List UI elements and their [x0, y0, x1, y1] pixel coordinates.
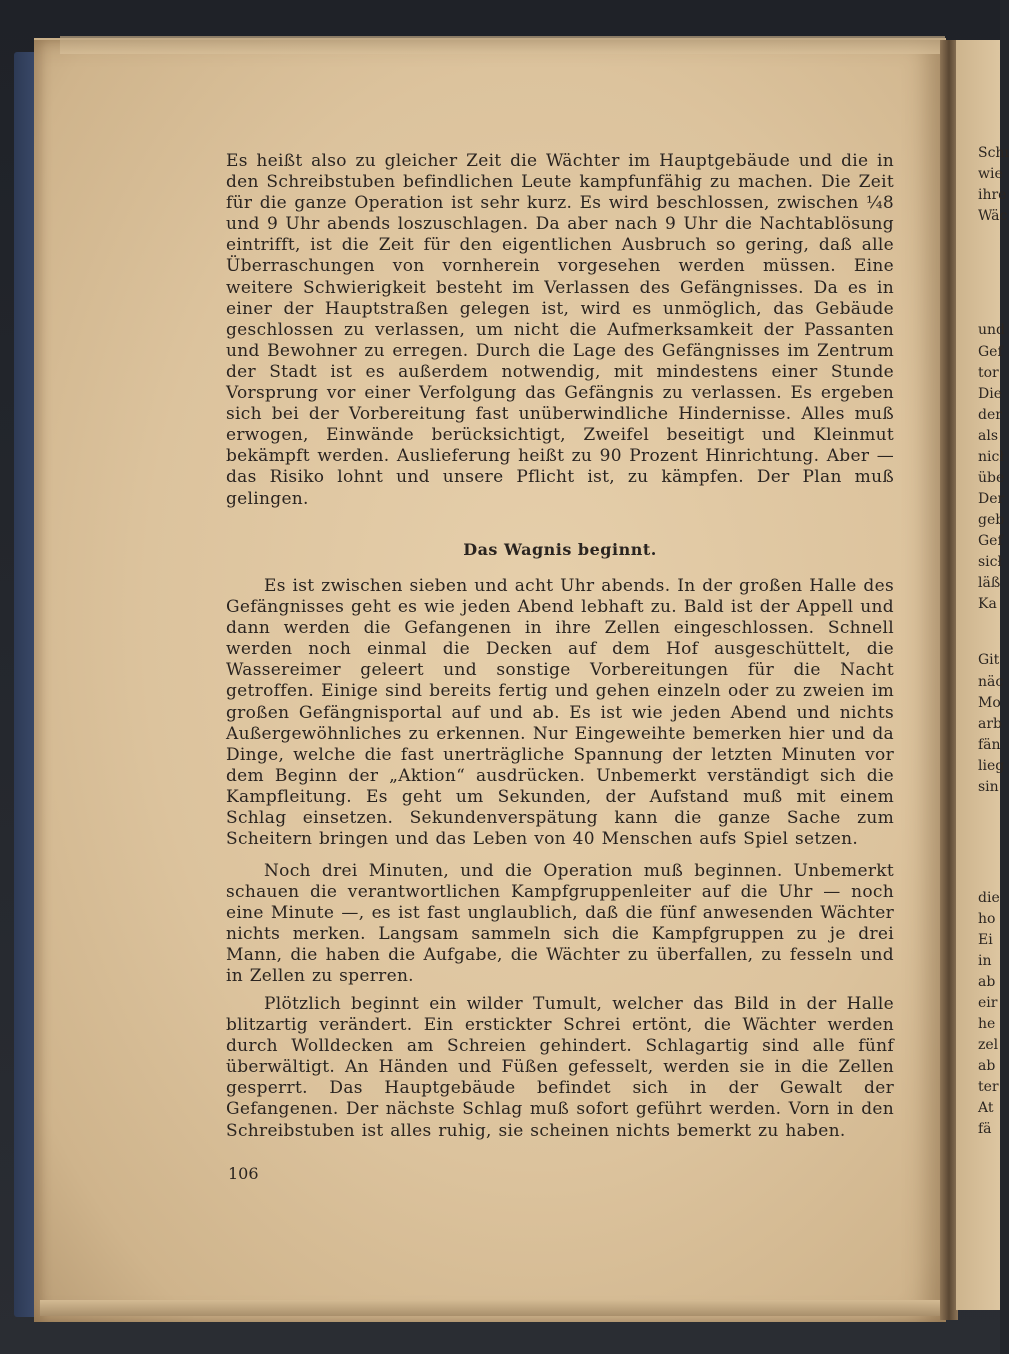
facing-page-fragment: Die — [978, 386, 1002, 402]
facing-page-fragment: Ka — [978, 596, 997, 612]
paragraph-3: Noch drei Minuten, und die Operation muß beginnen. Unbemerkt schauen die verantwortlichen Kampfgruppenleiter auf die Uhr — noch eine Minute —, es ist fast unglaublich, daß die fünf anwesenden Wächter nichts merken. Langsam sammeln sich die Kampfgruppen zu je drei Mann, die haben die Aufgabe, die Wächter zu überfallen, zu fesseln und in Zellen zu sperren. — [226, 861, 894, 987]
facing-page-fragment: und — [978, 322, 1005, 338]
facing-page-fragment: ho — [978, 911, 996, 927]
facing-page-fragment: lieg — [978, 758, 1005, 774]
facing-page-fragment: ter — [978, 1079, 999, 1095]
facing-page-fragment: übe — [978, 470, 1005, 486]
facing-page-fragment: ihre — [978, 187, 1007, 203]
facing-page-fragment: eir — [978, 995, 998, 1011]
paragraph-3-block — [226, 861, 894, 988]
facing-page-fragment: arb — [978, 716, 1003, 732]
facing-page-fragment: sicł — [978, 554, 1003, 570]
facing-page-fragment: wie — [978, 166, 1003, 182]
page-top-edge — [60, 36, 945, 54]
facing-page — [956, 40, 1009, 1310]
facing-page-fragment: Ei — [978, 932, 993, 948]
facing-page-fragment: ab — [978, 1058, 996, 1074]
facing-page-fragment: Schı — [978, 145, 1009, 161]
paragraph-1: Es heißt also zu gleicher Zeit die Wächter im Hauptgebäude und die in den Schreibstuben befindlichen Leute kampfunfähig zu machen. Die Zeit für die ganze Operation ist sehr kurz. Es wird beschlossen, zwischen ¼8 und 9 Uhr abends loszuschlagen. Da aber nach 9 Uhr die Nachtablösung eintrifft, ist die Zeit für den eigentlichen Ausbruch so gering, daß alle Überraschungen von vornherein vorgesehen werden müssen. Eine weitere Schwierigkeit besteht im Verlassen des Gefängnisses. Da es in einer der Hauptstraßen gelegen ist, wird es unmöglich, das Gebäude geschlossen zu verlassen, um nicht die Aufmerksamkeit der Passanten und Bewohner zu erregen. Durch die Lage des Gefängnisses im Zentrum der Stadt ist es außerdem notwendig, mit mindestens einer Stunde Vorsprung vor einer Verfolgung das Gefängnis zu verlassen. Es ergeben sich bei der Vorbereitung fast unüberwindliche Hindernisse. Alles muß erwogen, Einwände berücksichtigt, Zweifel beseitigt und Kleinmut bekämpft werden. Auslieferung heißt zu 90 Prozent Hinrichtung. Aber — das Risiko lohnt und unsere Pflicht ist, zu kämpfen. Der Plan muß gelingen. — [226, 151, 894, 509]
facing-page-fragment: nicł — [978, 449, 1004, 465]
paragraph-1-block — [226, 151, 894, 510]
facing-page-fragment: Der — [978, 491, 1005, 507]
paragraph-2-block — [226, 576, 894, 850]
facing-page-fragment: fän — [978, 737, 1001, 753]
paragraph-2: Es ist zwischen sieben und acht Uhr abends. In der großen Halle des Gefängnisses geht es wie jeden Abend lebhaft zu. Bald ist der Appell und dann werden die Gefangenen in ihre Zellen eingeschlossen. Schnell werden noch einmal die Decken auf dem Hof ausgeschüttelt, die Wassereimer geleert und sonstige Vorbereitungen für die Nacht getroffen. Einige sind bereits fertig und gehen einzeln oder zu zweien im großen Gefängnisportal auf und ab. Es ist wie jeden Abend und nichts Außergewöhnliches zu erkennen. Nur Eingeweihte bemerken hier und da Dinge, welche die fast unerträgliche Spannung der letzten Minuten vor dem Beginn der „Aktion“ ausdrücken. Unbemerkt verständigt sich die Kampfleitung. Es geht um Sekunden, der Aufstand muß mit einem Schlag einsetzen. Sekundenverspätung kann die ganze Sache zum Scheitern bringen und das Leben von 40 Menschen aufs Spiel setzen. — [226, 576, 894, 850]
facing-page-fragment: ab — [978, 974, 996, 990]
facing-page-fragment: At — [978, 1100, 994, 1116]
facing-page-fragment: sin — [978, 779, 999, 795]
facing-page-fragment: geb — [978, 512, 1005, 528]
facing-page-fragment: Mo — [978, 695, 1001, 711]
page-number: 106 — [228, 1164, 259, 1183]
paragraph-4-block — [226, 994, 894, 1142]
page-bottom-edge — [40, 1300, 945, 1316]
facing-page-fragment: in — [978, 953, 992, 969]
facing-page-fragment: Git — [978, 652, 1000, 668]
paragraph-4: Plötzlich beginnt ein wilder Tumult, welcher das Bild in der Halle blitzartig verändert. Ein erstickter Schrei ertönt, die Wächter werden durch Wolldecken am Schreien gehindert. Schlagartig sind alle fünf überwältigt. An Händen und Füßen gefesselt, werden sie in die Zellen gesperrt. Das Hauptgebäude befindet sich in der Gewalt der Gefangenen. Der nächste Schlag muß sofort geführt werden. Vorn in den Schreibstuben ist alles ruhig, sie scheinen nichts bemerkt zu haben. — [226, 994, 894, 1141]
facing-page-fragment: näc — [978, 674, 1004, 690]
section-heading: Das Wagnis beginnt. — [463, 540, 657, 559]
facing-page-fragment: fä — [978, 1121, 992, 1137]
facing-page-fragment: läß — [978, 575, 1001, 591]
facing-page-fragment: die — [978, 890, 1000, 906]
facing-page-fragment: der — [978, 407, 1002, 423]
facing-page-fragment: als — [978, 428, 999, 444]
facing-page-fragment: he — [978, 1016, 996, 1032]
facing-page-fragment: Gef — [978, 533, 1003, 549]
facing-page-fragment: Gef — [978, 344, 1003, 360]
facing-page-fragment: tor — [978, 365, 999, 381]
facing-page-fragment: zel — [978, 1037, 999, 1053]
facing-page-fragment: Wäc — [978, 208, 1008, 224]
